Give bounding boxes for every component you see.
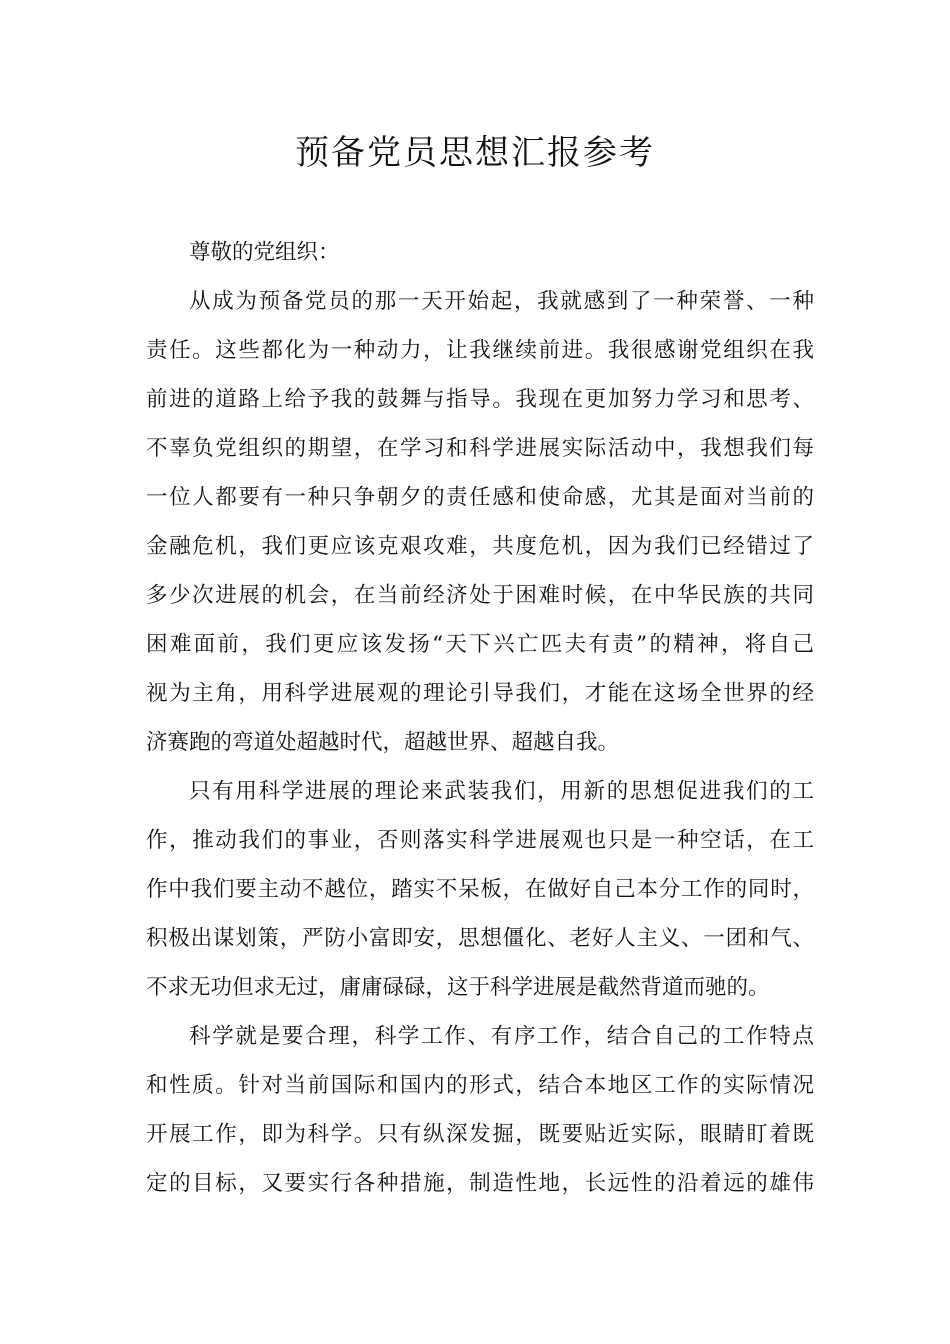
paragraph-3-line: 科学就是要合理，科学工作、有序工作，结合自己的工作特点 (189, 1024, 814, 1049)
paragraph-1-line: 济赛跑的弯道处超越时代，超越世界、超越自我。 (146, 730, 620, 755)
paragraph-1-line: 金融危机，我们更应该克艰攻难，共度危机，因为我们已经错过了 (146, 534, 814, 559)
paragraph-1-line: 一位人都要有一种只争朝夕的责任感和使命感，尤其是面对当前的 (146, 485, 814, 510)
paragraph-1-line: 责任。这些都化为一种动力，让我继续前进。我很感谢党组织在我 (146, 338, 814, 363)
paragraph-2-line: 积极出谋划策，严防小富即安，思想僵化、老好人主义、一团和气、 (146, 926, 814, 951)
paragraph-1-line: 多少次进展的机会，在当前经济处于困难时候，在中华民族的共同 (146, 583, 814, 608)
paragraph-1-line: 从成为预备党员的那一天开始起，我就感到了一种荣誉、一种 (189, 289, 814, 314)
document-title: 预备党员思想汇报参考 (295, 133, 655, 173)
paragraph-2-line: 作，推动我们的事业，否则落实科学进展观也只是一种空话，在工 (146, 828, 814, 853)
paragraph-1-line: 前进的道路上给予我的鼓舞与指导。我现在更加努力学习和思考、 (146, 387, 814, 412)
paragraph-1-line: 不辜负党组织的期望，在学习和科学进展实际活动中，我想我们每 (146, 436, 814, 461)
salutation: 尊敬的党组织： (189, 240, 340, 265)
paragraph-3-line: 开展工作，即为科学。只有纵深发掘，既要贴近实际，眼睛盯着既 (146, 1122, 814, 1147)
paragraph-2-line: 不求无功但求无过，庸庸碌碌，这于科学进展是截然背道而驰的。 (146, 975, 770, 1000)
paragraph-2-line: 只有用科学进展的理论来武装我们，用新的思想促进我们的工 (189, 779, 814, 804)
paragraph-3-line: 定的目标，又要实行各种措施，制造性地，长远性的沿着远的雄伟 (146, 1171, 814, 1196)
paragraph-2-line: 作中我们要主动不越位，踏实不呆板，在做好自己本分工作的同时， (146, 877, 814, 902)
document-body (146, 228, 814, 1208)
paragraph-1-line: 困难面前，我们更应该发扬“天下兴亡匹夫有责”的精神，将自己 (146, 632, 814, 657)
paragraph-3-line: 和性质。针对当前国际和国内的形式，结合本地区工作的实际情况 (146, 1073, 814, 1098)
paragraph-1-line: 视为主角，用科学进展观的理论引导我们，才能在这场全世界的经 (146, 681, 814, 706)
